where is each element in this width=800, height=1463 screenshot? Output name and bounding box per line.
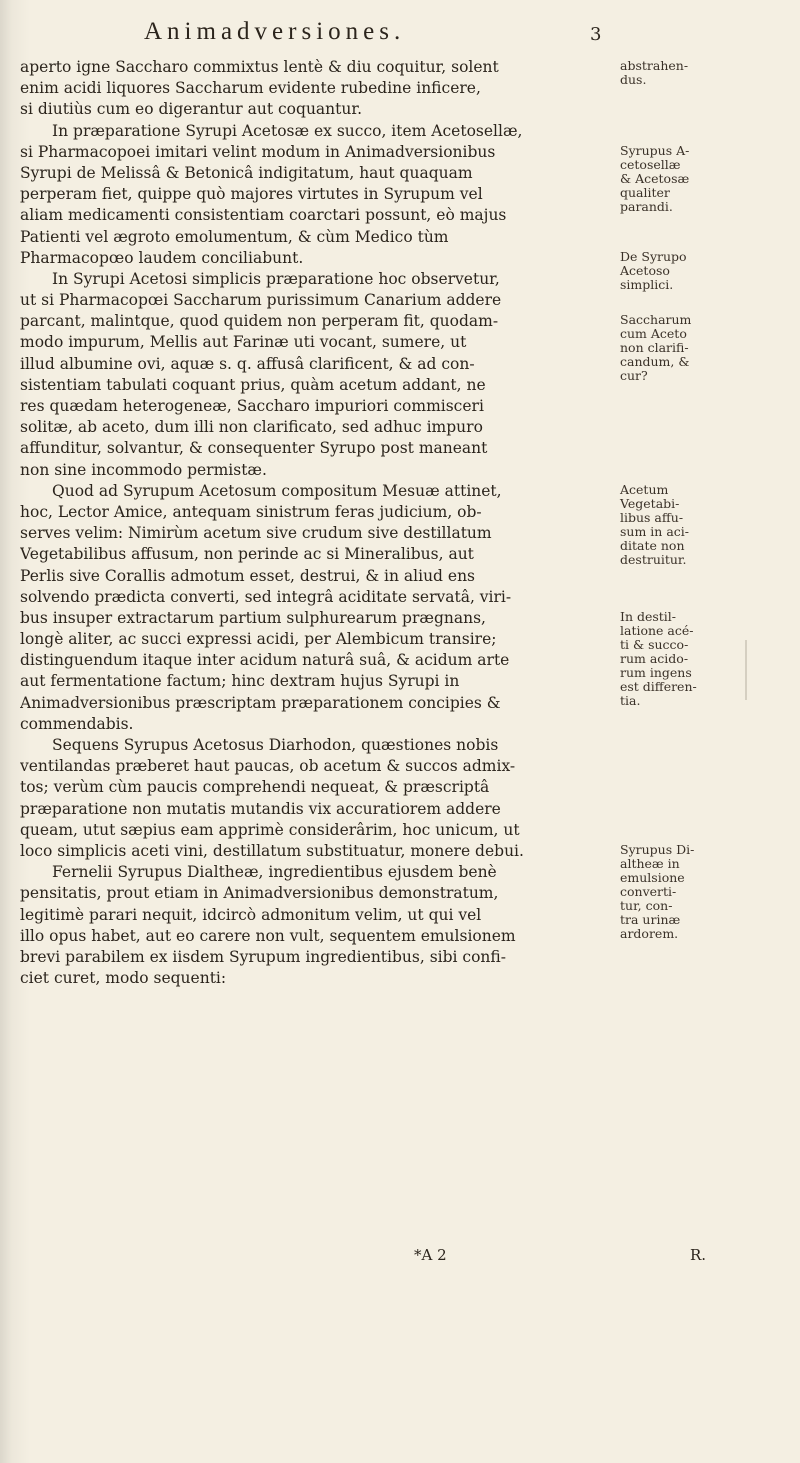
text-line: Fernelii Syrupus Dialtheæ, ingredientibus ejusdem benè	[52, 863, 497, 882]
margin-note-line: parandi.	[620, 198, 673, 214]
page-header	[0, 18, 800, 54]
page-footer	[0, 1246, 800, 1268]
text-line: pensitatis, prout etiam in Animadversionibus demonstratum,	[20, 884, 499, 903]
margin-note-line: abstrahen-	[620, 58, 689, 73]
margin-note-line: cum Aceto	[620, 326, 687, 342]
text-line: bus insuper extractarum partium sulphurearum prægnans,	[20, 608, 486, 627]
margin-note-line: De Syrupo	[620, 248, 687, 264]
text-line: modo impurum, Mellis aut Farinæ uti vocant, sumere, ut	[20, 333, 467, 352]
text-line: si Pharmacopoei imitari velint modum in Animadversionibus	[20, 142, 496, 161]
text-line: parcant, malintque, quod quidem non perperam fit, quodam-	[20, 312, 499, 331]
text-line: perperam fiet, quippe quò majores virtutes in Syrupum vel	[20, 185, 483, 204]
text-line: queam, utut sæpius eam apprimè considerârim, hoc unicum, ut	[20, 820, 520, 839]
margin-note-line: dus.	[620, 72, 647, 87]
text-line: distinguendum itaque inter acidum naturâ suâ, & acidum arte	[20, 651, 510, 670]
margin-note-line: emulsione	[620, 870, 685, 886]
text-line: Animadversionibus præscriptam præparationem concipies &	[20, 693, 501, 712]
margin-note	[620, 59, 688, 87]
margin-note-line: Acetoso	[620, 262, 670, 278]
text-line: In præparatione Syrupi Acetosæ ex succo, item Acetosellæ,	[52, 121, 523, 140]
text-line: longè aliter, ac succi expressi acidi, per Alembicum transire;	[20, 630, 497, 649]
text-line: Quod ad Syrupum Acetosum compositum Mesuæ attinet,	[52, 481, 502, 500]
margin-note-line: non clarifi-	[620, 340, 689, 356]
margin-note-line: ditate non	[620, 538, 685, 553]
main-text-block	[20, 57, 610, 989]
text-line: Patienti vel ægroto emolumentum, & cùm Medico tùm	[20, 227, 449, 246]
text-line: aperto igne Saccharo commixtus lentè & diu coquitur, solent	[20, 58, 499, 76]
text-line: brevi parabilem ex iisdem Syrupum ingredientibus, sibi confi-	[20, 947, 506, 966]
margin-note-line: tra urinæ	[620, 912, 681, 928]
margin-note-line: latione acé-	[620, 623, 694, 639]
text-line: In Syrupi Acetosi simplicis præparatione hoc observetur,	[52, 269, 500, 288]
text-line: ventilandas præberet haut paucas, ob acetum & succos admix-	[20, 757, 516, 776]
text-line: legitimè parari nequit, idcircò admonitum velim, ut qui vel	[20, 905, 482, 924]
text-line: illo opus habet, aut eo carere non vult, sequentem emulsionem	[20, 926, 516, 945]
paper-crease	[745, 640, 747, 700]
margin-note-line: cetosellæ	[620, 156, 681, 172]
signature-mark: *A 2	[414, 1246, 447, 1264]
text-line: commendabis.	[20, 714, 134, 733]
text-line: Syrupi de Melissâ & Betonicâ indigitatum, haut quaquam	[20, 163, 473, 182]
margin-note-line: est differen-	[620, 679, 697, 695]
margin-note	[620, 483, 689, 567]
text-line: hoc, Lector Amice, antequam sinistrum feras judicium, ob-	[20, 502, 482, 521]
text-line: Perlis sive Corallis admotum esset, destrui, & in aliud ens	[20, 566, 476, 585]
margin-note-line: rum acido-	[620, 651, 689, 667]
text-line: res quædam heterogeneæ, Saccharo impuriori commisceri	[20, 397, 484, 415]
text-line: affunditur, solvantur, & consequenter Syrupo post maneant	[20, 439, 488, 458]
margin-note	[620, 313, 691, 383]
margin-note-line: tia.	[620, 693, 641, 709]
text-line: illud albumine ovi, aquæ s. q. affusâ clarificent, & ad con-	[20, 354, 475, 373]
margin-note-line: cur?	[620, 368, 648, 384]
text-line: Sequens Syrupus Acetosus Diarhodon, quæstiones nobis	[52, 736, 499, 754]
text-line: solitæ, ab aceto, dum illi non clarificato, sed adhuc impuro	[20, 418, 483, 437]
text-line: serves velim: Nimirùm acetum sive crudum sive destillatum	[20, 524, 492, 543]
running-head: Animadversiones.	[144, 18, 406, 45]
margin-note-line: simplici.	[620, 276, 674, 292]
text-line: Vegetabilibus affusum, non perinde ac si Mineralibus, aut	[20, 545, 474, 564]
text-line: aut fermentatione factum; hinc dextram hujus Syrupi in	[20, 672, 460, 691]
text-line: enim acidi liquores Saccharum evidente rubedine inficere,	[20, 79, 481, 98]
text-line: præparatione non mutatis mutandis vix accuratiorem addere	[20, 799, 501, 818]
margin-note-line: tur, con-	[620, 898, 673, 914]
margin-note-line: converti-	[620, 884, 677, 900]
catchword: R.	[690, 1246, 707, 1264]
margin-note-line: Acetum	[620, 482, 669, 497]
text-line: tos; verùm cùm paucis comprehendi nequeat, & præscriptâ	[20, 778, 490, 797]
margin-note	[620, 144, 689, 214]
margin-note-line: altheæ in	[620, 856, 680, 872]
margin-note-line: libus affu-	[620, 510, 684, 525]
text-line: solvendo prædicta converti, sed integrâ aciditate servatâ, viri-	[20, 587, 512, 606]
text-line: ciet curet, modo sequenti:	[20, 969, 227, 988]
text-line: aliam medicamenti consistentiam coarctari possunt, eò majus	[20, 206, 507, 225]
margin-note	[620, 610, 697, 708]
text-line: loco simplicis aceti vini, destillatum substituatur, monere debui.	[20, 841, 524, 860]
page-number: 3	[590, 24, 602, 45]
margin-note-line: In destil-	[620, 609, 677, 625]
margin-note-line: & Acetosæ	[620, 170, 690, 186]
margin-note-line: Vegetabi-	[620, 496, 680, 511]
margin-note-line: ardorem.	[620, 926, 679, 942]
margin-note	[620, 843, 694, 941]
margin-note-line: sum in aci-	[620, 524, 689, 539]
text-line: non sine incommodo permistæ.	[20, 460, 267, 479]
margin-note-line: ti & succo-	[620, 637, 689, 653]
margin-note-line: qualiter	[620, 184, 670, 200]
text-line: ut si Pharmacopœi Saccharum purissimum Canarium addere	[20, 291, 502, 310]
margin-note-line: destruitur.	[620, 552, 687, 567]
margin-note-line: rum ingens	[620, 665, 692, 681]
margin-note-line: Saccharum	[620, 312, 692, 328]
margin-note-line: Syrupus A-	[620, 142, 690, 158]
margin-note	[620, 250, 687, 292]
margin-note-line: Syrupus Di-	[620, 842, 695, 858]
text-line: si diutiùs cum eo digerantur aut coquantur.	[20, 100, 362, 119]
text-line: sistentiam tabulati coquant prius, quàm acetum addant, ne	[20, 375, 486, 394]
margin-note-line: candum, &	[620, 354, 690, 370]
text-line: Pharmacopœo laudem conciliabunt.	[20, 248, 304, 267]
